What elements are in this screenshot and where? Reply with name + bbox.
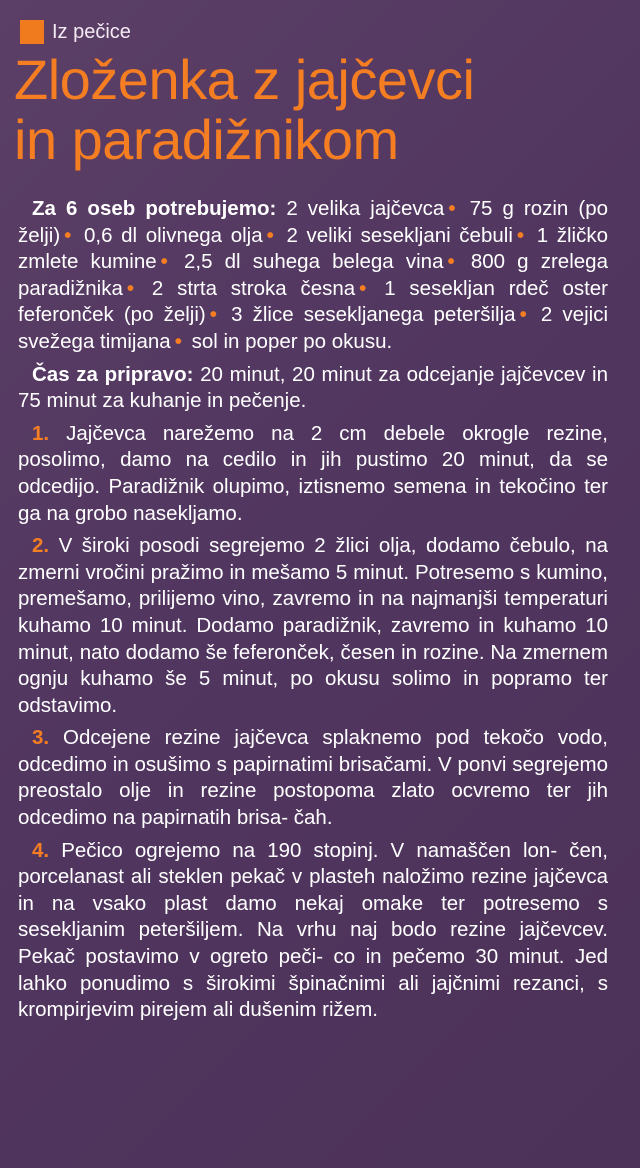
step-number: 3. xyxy=(32,726,50,750)
bullet-icon: • xyxy=(447,250,455,274)
ingredient-item: 2 vejici svežega timijana xyxy=(18,303,608,353)
bullet-icon: • xyxy=(516,223,525,247)
step-paragraph xyxy=(18,533,608,719)
bullet-icon: • xyxy=(519,303,527,327)
prep-time-heading: Čas za pripravo: xyxy=(32,362,194,386)
ingredient-item: 2 strta stroka česna xyxy=(151,276,356,300)
step-text: Jajčevca narežemo na 2 cm debele okrogle rezine, posolimo, damo na cedilo in jih pustimo 20 minut, da se odcedijo. Paradižnik olupimo, iztisnemo semena in tekočino ter ga na grobo nasekljamo. xyxy=(18,421,608,525)
step-number: 1. xyxy=(32,421,50,445)
ingredient-item: 1 žličko zmlete kumine xyxy=(18,223,608,274)
ingredient-item: 2,5 dl suhega belega vina xyxy=(183,250,444,274)
step-text: Pečico ogrejemo na 190 stopinj. V namaščen lon- čen, porcelanast ali steklen pekač v plasteh naložimo rezine jajčevca in na vsako plast damo nekaj omake ter potresemo s sesekljanim peteršiljem. Na vrhu naj bodo rezine jajčevcev. Pekač postavimo v ogreto peči- co in pečemo 30 minut. Jed lahko ponudimo s širokimi špinačnimi ali jajčnimi rezanci, s krompirjevim pirejem ali dušenim rižem. xyxy=(18,838,608,1022)
ingredient-item: 75 g rozin (po želji) xyxy=(18,197,609,247)
ingredient-item: 0,6 dl olivnega olja xyxy=(83,223,263,247)
prep-time-paragraph xyxy=(18,362,608,415)
step-number: 2. xyxy=(32,534,50,558)
prep-time-text: 20 minut, 20 minut za odcejanje jajčevcev in 75 minut za kuhanje in pečenje. xyxy=(18,362,608,413)
bullet-icon: • xyxy=(209,303,217,327)
bullet-icon: • xyxy=(64,223,72,247)
bullet-icon: • xyxy=(160,250,168,274)
ingredients-paragraph xyxy=(18,196,608,356)
bullet-icon: • xyxy=(359,276,367,300)
step-text: V široki posodi segrejemo 2 žlici olja, dodamo čebulo, na zmerni vročini pražimo in mešamo 5 minut. Potresemo s kumino, premešamo, prilijemo vino, zavremo in na najmanjši temperaturi kuhamo 10 minut. Dodamo paradižnik, zavremo in kuhamo 10 minut, nato dodamo še feferonček, česen in rozine. Na zmernem ognju kuhamo še 5 minut, po okusu solimo in popramo ter odstavimo. xyxy=(18,534,608,717)
ingredient-item: sol in poper po okusu. xyxy=(191,329,393,353)
bullet-icon: • xyxy=(174,329,182,353)
category-square-icon xyxy=(20,20,44,44)
ingredients-list xyxy=(18,197,608,353)
recipe-body xyxy=(18,196,608,1030)
title-line-1: Zloženka z jajčevci xyxy=(14,48,475,111)
recipe-title xyxy=(14,50,474,170)
step-text: Odcejene rezine jajčevca splaknemo pod tekočo vodo, odcedimo in osušimo s papirnatimi brisačami. V ponvi segrejemo preostalo olje in rezine postopoma zlato ocvremo ter jih odcedimo na papirnatih brisa- čah. xyxy=(18,726,608,830)
ingredient-item: 3 žlice sesekljanega peteršilja xyxy=(231,303,516,327)
step-paragraph xyxy=(18,838,608,1024)
bullet-icon: • xyxy=(126,276,135,300)
step-paragraph xyxy=(18,421,608,527)
step-paragraph xyxy=(18,725,608,831)
bullet-icon: • xyxy=(266,223,274,247)
ingredient-item: 2 veliki sesekljani čebuli xyxy=(286,223,513,247)
ingredient-item: 800 g zrelega paradižnika xyxy=(18,250,608,300)
ingredient-item: 2 velika jajčevca xyxy=(286,197,445,220)
step-number: 4. xyxy=(32,838,50,862)
title-line-2: in paradižnikom xyxy=(14,108,399,171)
ingredients-heading: Za 6 oseb potrebujemo: xyxy=(32,197,277,220)
category-label xyxy=(20,20,131,44)
ingredient-item: 1 sesekljan rdeč oster feferonček (po želji) xyxy=(18,276,609,327)
category-text: Iz pečice xyxy=(52,20,131,43)
bullet-icon: • xyxy=(448,197,456,220)
